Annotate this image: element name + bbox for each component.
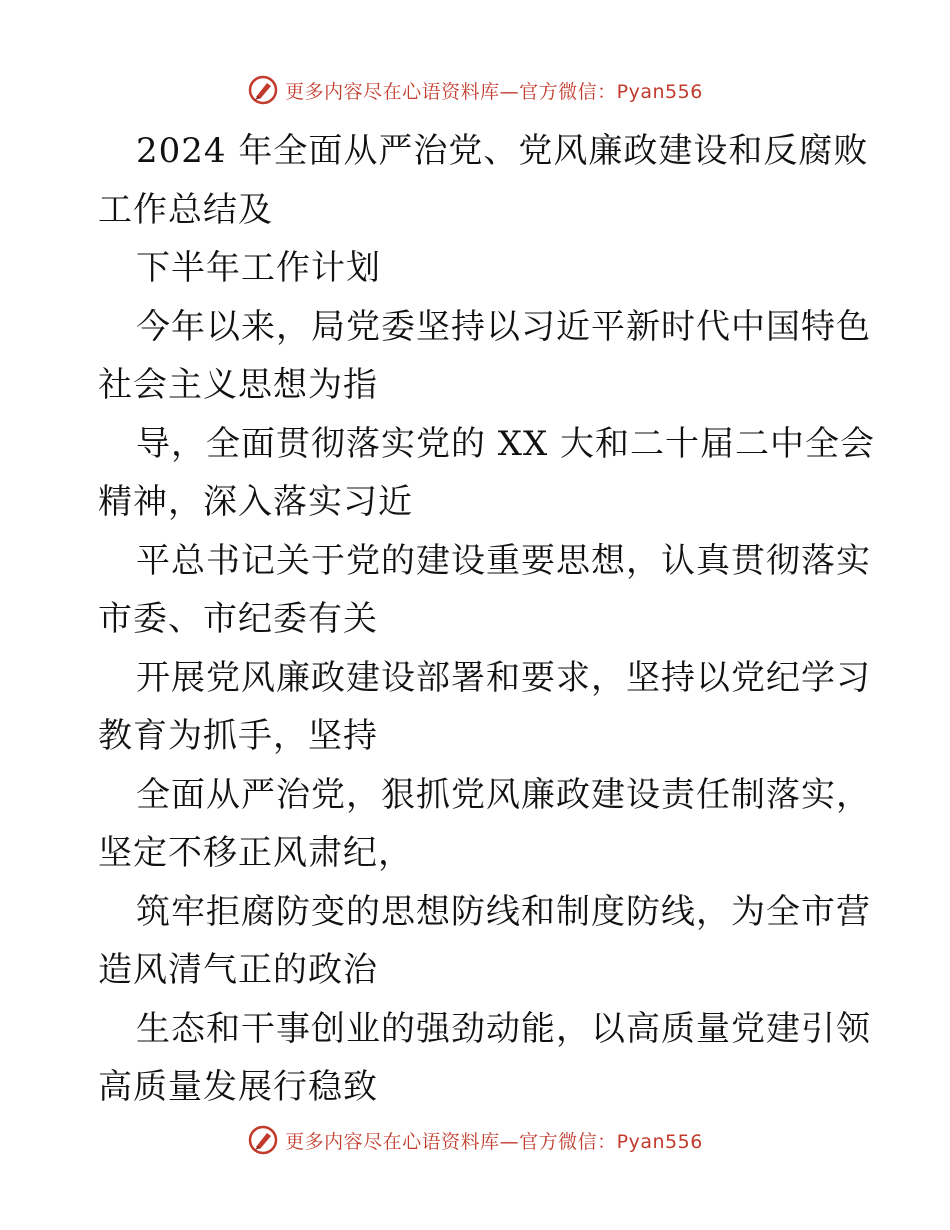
doc-title-line-3: 下半年工作计划 (136, 248, 381, 288)
doc-line: 社会主义思想为指 (98, 365, 378, 405)
doc-line: 导，全面贯彻落实党的 XX 大和二十届二中全会 (136, 423, 876, 464)
doc-line: 高质量发展行稳致 (98, 1067, 378, 1107)
doc-line: 今年以来，局党委坚持以习近平新时代中国特色 (136, 306, 871, 347)
doc-line: 筑牢拒腐防变的思想防线和制度防线，为全市营 (136, 891, 871, 932)
footer-watermark (0, 1120, 950, 1160)
doc-line: 造风清气正的政治 (98, 950, 378, 990)
watermark-text: 更多内容尽在心语资料库—官方微信：Pyan556 (285, 1130, 703, 1153)
doc-line: 全面从严治党，狠抓党风廉政建设责任制落实， (136, 774, 871, 815)
brush-pen-logo-icon (247, 1124, 279, 1156)
doc-title-line-1: 2024 年全面从严治党、党风廉政建设和反腐败 (136, 131, 869, 171)
doc-line: 平总书记关于党的建设重要思想，认真贯彻落实 (136, 540, 871, 581)
doc-line: 教育为抓手，坚持 (98, 716, 378, 756)
doc-line: 开展党风廉政建设部署和要求，坚持以党纪学习 (136, 657, 871, 698)
doc-line: 精神，深入落实习近 (98, 482, 413, 522)
doc-title-line-2: 工作总结及 (98, 189, 273, 230)
header-watermark (0, 70, 950, 110)
brush-pen-logo-icon (247, 74, 279, 106)
doc-line: 生态和干事创业的强劲动能，以高质量党建引领 (136, 1008, 871, 1049)
document-body (98, 122, 876, 1117)
watermark-text: 更多内容尽在心语资料库—官方微信：Pyan556 (285, 80, 703, 103)
doc-line: 坚定不移正风肃纪， (98, 833, 413, 873)
doc-line: 市委、市纪委有关 (98, 599, 378, 639)
